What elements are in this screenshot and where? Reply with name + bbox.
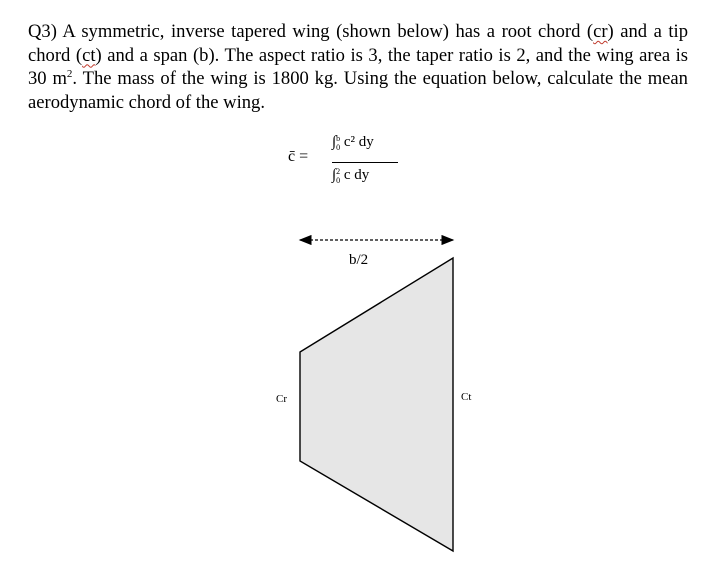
root-chord-symbol: cr [593, 21, 608, 42]
equation-lhs: c̄ = [288, 148, 309, 165]
numerator-integrand: c² dy [343, 134, 374, 150]
question-part-3: ) and a span (b). The aspect ratio is 3, the taper ratio is 2, and the wing area is 30 m [28, 44, 688, 90]
lower-limit-den: 0 [336, 176, 341, 185]
question-part-1: Q3) A symmetric, inverse tapered wing (shown below) has a root chord ( [28, 21, 594, 42]
root-chord-label: Cr [276, 393, 287, 405]
span-label: b/2 [349, 252, 369, 268]
lower-limit-num: 0 [336, 143, 341, 152]
wing-planform [300, 258, 453, 551]
denominator-integrand: c dy [343, 167, 370, 183]
integral-sign-numerator: ∫ [332, 134, 337, 150]
question-part-4: . The mass of the wing is 1800 kg. Using the equation below, calculate the mean aerodynamic chord of the wing. [28, 68, 688, 113]
upper-limit-den: 2 [336, 167, 341, 176]
area-exponent: 2 [66, 68, 73, 80]
tip-chord-label: Ct [461, 391, 472, 403]
tip-chord-symbol: ct [82, 44, 96, 66]
upper-limit-num-top: b [336, 134, 341, 143]
question-part-2: ) and a tip chord ( [28, 21, 688, 66]
integral-sign-denominator: ∫ [332, 167, 337, 183]
